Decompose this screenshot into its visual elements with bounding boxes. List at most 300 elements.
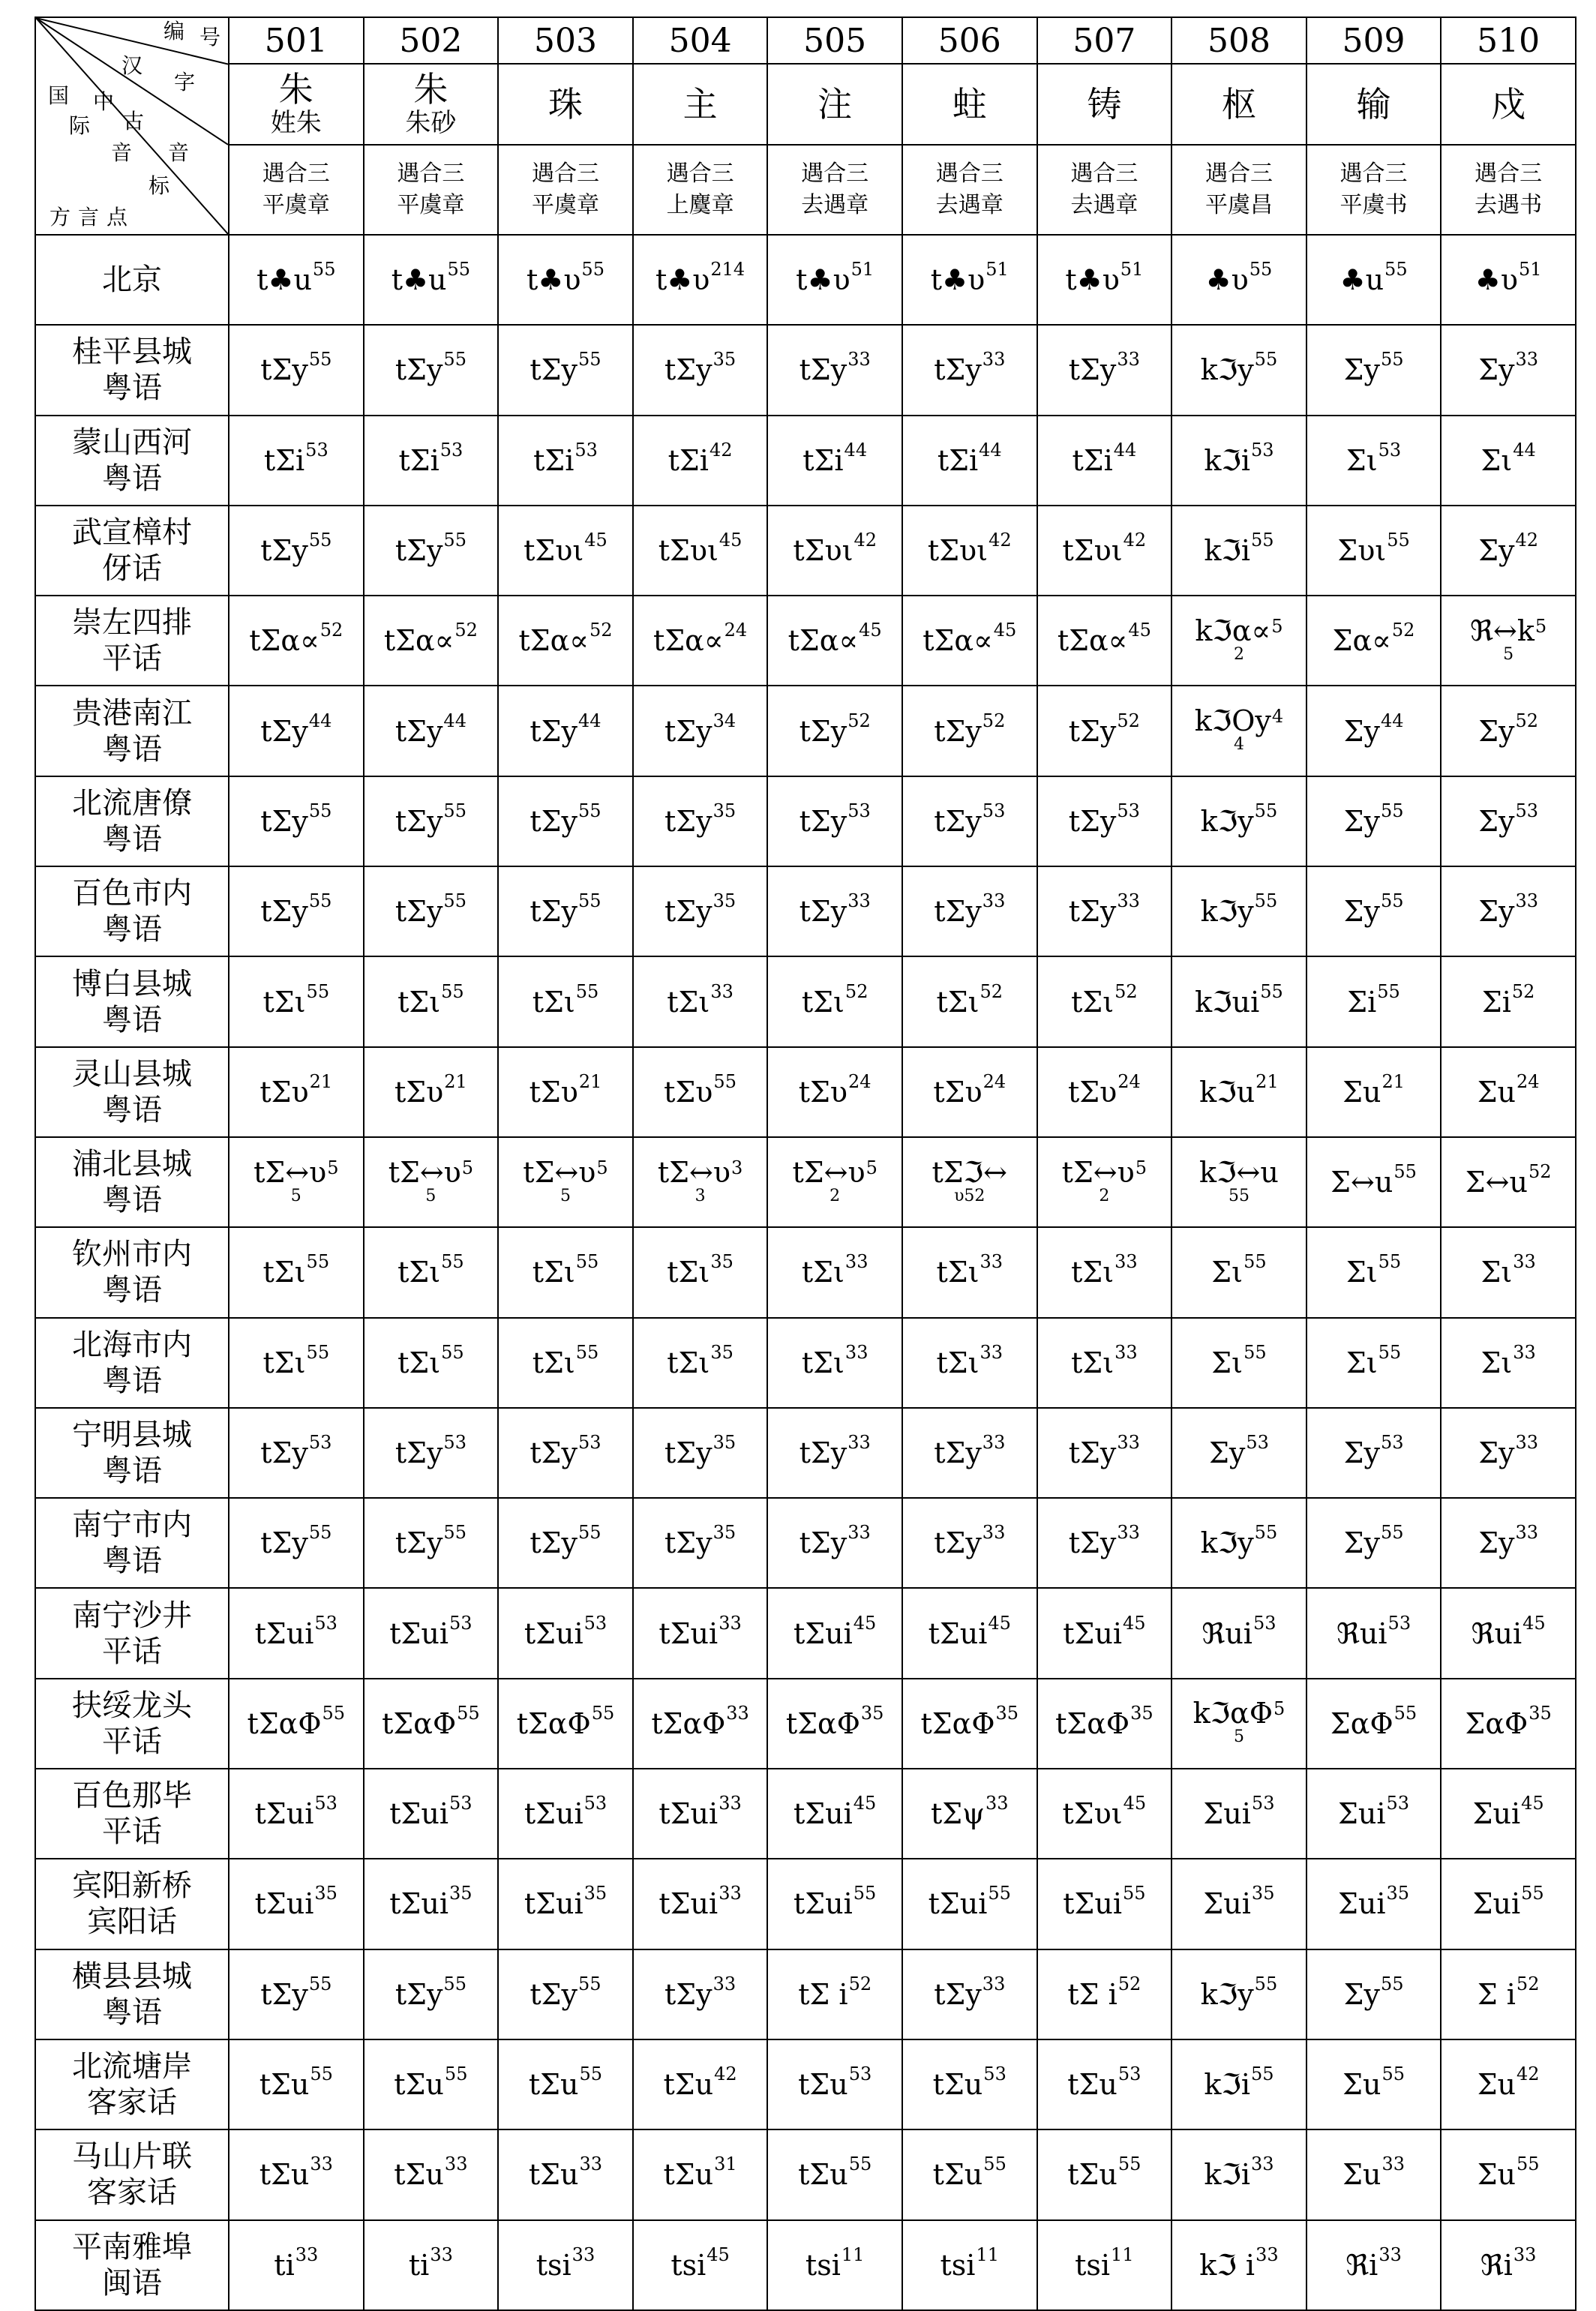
tone-value: 33 (1117, 1432, 1140, 1453)
pronunciation-cell (1441, 2129, 1576, 2219)
ipa-syllable: tΣi (802, 443, 844, 477)
tone-value: 55 (1249, 259, 1273, 281)
dialect-location (35, 2129, 229, 2219)
ipa-syllable: Σy (1343, 1436, 1380, 1469)
ipa-syllable: tΣi (398, 443, 440, 477)
ipa-syllable: Σu (1477, 1075, 1516, 1109)
tone-value: 33 (1114, 1251, 1138, 1273)
column-character (364, 64, 499, 145)
ipa-syllable: kℑ↔u (1199, 1155, 1279, 1189)
pronunciation-cell (902, 1137, 1037, 1227)
ipa-syllable: tΣy (664, 1526, 712, 1560)
pronunciation-cell (633, 2039, 768, 2129)
tone-value: 33 (848, 890, 871, 912)
tone-value: 11 (976, 2243, 999, 2265)
tone-value: 53 (305, 439, 328, 461)
tone-value: 45 (859, 620, 882, 641)
dialect-row (35, 1137, 1576, 1227)
pronunciation-cell (229, 1408, 364, 1498)
pronunciation-cell (1037, 1047, 1172, 1137)
ipa-syllable: Σι (1480, 1256, 1513, 1289)
tone-value: 35 (1528, 1702, 1552, 1724)
tone-value: 45 (706, 2243, 730, 2265)
ipa-syllable: kℑi (1204, 2068, 1251, 2102)
tone-value: 53 (1380, 1432, 1404, 1453)
middle-chinese-category (767, 145, 902, 235)
tone-value: 55 (1380, 1973, 1404, 1994)
middle-chinese-category (1172, 145, 1306, 235)
ipa-syllable: Σy (1478, 353, 1515, 387)
tone-value: 42 (1515, 530, 1539, 551)
pronunciation-cell (364, 1137, 499, 1227)
tone-value: 55 (848, 2153, 872, 2175)
pronunciation-cell (1441, 1769, 1576, 1859)
ipa-syllable: tΣy (1068, 714, 1117, 748)
pronunciation-cell (1172, 1769, 1306, 1859)
ipa-syllable: tΣυ (664, 1075, 713, 1109)
tone-value-wrapped: 3 (694, 1186, 706, 1205)
tone-value: 33 (572, 2243, 596, 2265)
tone-value: 21 (309, 1070, 333, 1092)
ipa-syllable: tΣι (262, 1256, 306, 1289)
tone-value-wrapped: 5 (1233, 1727, 1244, 1747)
tone-value: 55 (310, 2063, 333, 2085)
column-number: 504 (633, 17, 768, 64)
pronunciation-cell (767, 1588, 902, 1678)
ipa-syllable: ♣υ (1205, 263, 1249, 297)
pronunciation-cell (902, 506, 1037, 596)
ipa-syllable: tΣα∝ (249, 624, 320, 658)
middle-chinese-category (498, 145, 633, 235)
pronunciation-cell (229, 1769, 364, 1859)
tone-value: 45 (988, 1612, 1011, 1634)
pronunciation-cell (364, 325, 499, 415)
pronunciation-cell (1172, 1408, 1306, 1498)
ipa-syllable: Σy (1478, 534, 1515, 568)
dialect-table (34, 17, 1576, 2311)
tone-value: 55 (575, 1251, 599, 1273)
tone-value: 33 (1515, 349, 1539, 371)
ipa-syllable: tΣυι (927, 534, 988, 568)
pronunciation-cell (1037, 506, 1172, 596)
pronunciation-cell (1172, 325, 1306, 415)
ipa-syllable: t♣u (391, 263, 447, 297)
pronunciation-cell (364, 1408, 499, 1498)
tone-value: 55 (1378, 1251, 1402, 1273)
ipa-syllable: tΣυ (529, 1075, 578, 1109)
tone-value: 35 (1386, 1883, 1410, 1904)
tone-value: 33 (1117, 890, 1140, 912)
pronunciation-cell (902, 1949, 1037, 2039)
ipa-syllable: tΣα∝ (383, 624, 454, 658)
dialect-group: 粤语 (102, 912, 162, 947)
tone-value: 55 (443, 530, 466, 551)
pronunciation-cell (633, 506, 768, 596)
pronunciation-cell (902, 1318, 1037, 1408)
tone-value: 33 (310, 2153, 333, 2175)
tone-value: 55 (1251, 2063, 1274, 2085)
ipa-syllable: tΣ↔υ (254, 1155, 327, 1189)
ipa-syllable: tΣy (260, 534, 308, 568)
pronunciation-cell (229, 1588, 364, 1678)
pronunciation-cell (364, 2039, 499, 2129)
pronunciation-cell (498, 596, 633, 686)
pronunciation-cell (1306, 2129, 1442, 2219)
ipa-syllable: tΣu (394, 2158, 444, 2192)
character-glyph: 朱 (413, 69, 448, 110)
tone-value: 53 (584, 1793, 608, 1814)
pronunciation-cell (1441, 1047, 1576, 1137)
tone-value: 52 (1114, 980, 1138, 1002)
pronunciation-cell (364, 1769, 499, 1859)
ipa-syllable: Σι (1211, 1346, 1244, 1379)
header-row-chars (35, 64, 1576, 145)
corner-header (35, 17, 229, 235)
dialect-row (35, 956, 1576, 1046)
tone-value: 55 (1254, 349, 1278, 371)
pronunciation-cell (767, 596, 902, 686)
tone-value: 55 (457, 1702, 480, 1724)
ipa-syllable: tΣi (1072, 443, 1113, 477)
pronunciation-cell (1306, 1859, 1442, 1949)
tone-value: 33 (844, 1341, 868, 1363)
ipa-syllable: tΣy (394, 534, 443, 568)
tone-value: 53 (1251, 439, 1274, 461)
ipa-syllable: tΣy (934, 1977, 982, 2011)
corner-label: 言 (78, 205, 100, 230)
dialect-row (35, 686, 1576, 776)
ipa-syllable: Σi (1347, 985, 1377, 1019)
pronunciation-cell (1306, 1588, 1442, 1678)
ipa-syllable: Σy (1343, 804, 1380, 838)
corner-label: 方 (50, 205, 71, 230)
tone-value: 44 (443, 710, 466, 731)
tone-value: 55 (306, 980, 330, 1002)
tone-value: 33 (982, 1973, 1006, 1994)
tone-value: 33 (848, 1432, 871, 1453)
tone-value: 45 (718, 530, 742, 551)
pronunciation-cell (1037, 235, 1172, 325)
location-name: 浦北县城 (72, 1147, 192, 1182)
pronunciation-cell (498, 1047, 633, 1137)
pronunciation-cell (633, 1679, 768, 1769)
pronunciation-cell (1037, 956, 1172, 1046)
ipa-syllable: tΣi (533, 443, 574, 477)
dialect-row (35, 866, 1576, 956)
ipa-syllable: tΣu (394, 2068, 444, 2102)
tone-value: 52 (320, 620, 344, 641)
ipa-syllable: tΣi (668, 443, 709, 477)
tone-value: 33 (718, 1793, 742, 1814)
ipa-syllable: Σu (1342, 1075, 1382, 1109)
corner-label: 音 (111, 140, 133, 165)
ipa-syllable: tΣy (530, 1436, 578, 1469)
dialect-row (35, 1769, 1576, 1859)
ipa-syllable: tΣui (389, 1887, 448, 1921)
ipa-syllable: tΣy (799, 714, 848, 748)
ipa-syllable: tsi (536, 2248, 572, 2282)
location-name: 崇左四排 (72, 605, 192, 641)
ipa-syllable: tΣu (528, 2158, 579, 2192)
pronunciation-cell (1441, 1318, 1576, 1408)
ipa-syllable: tΣαΦ (247, 1706, 322, 1740)
tone-value: 55 (1387, 530, 1410, 551)
character-glyph: 铸 (1087, 84, 1122, 125)
tone-value: 53 (308, 1432, 332, 1453)
location-name: 宁明县城 (72, 1418, 192, 1452)
pronunciation-cell (1037, 596, 1172, 686)
tone-value: 52 (1118, 1973, 1142, 1994)
tone-value: 24 (1118, 1070, 1141, 1092)
pronunciation-cell (1306, 596, 1442, 686)
ipa-syllable: tΣυι (658, 534, 718, 568)
pronunciation-cell (1441, 1859, 1576, 1949)
ipa-syllable: tΣι (801, 1346, 844, 1379)
tone-value: 11 (1111, 2243, 1134, 2265)
tone-value: 53 (578, 1432, 602, 1453)
pronunciation-cell (1172, 1047, 1306, 1137)
dialect-row (35, 1318, 1576, 1408)
tone-value: 42 (1123, 530, 1147, 551)
ipa-syllable: Σy (1343, 895, 1380, 929)
ipa-syllable: tΣy (394, 895, 443, 929)
pronunciation-cell (902, 1859, 1037, 1949)
tone-value: 55 (443, 890, 466, 912)
pronunciation-cell (1172, 2220, 1306, 2310)
tone-value: 55 (1521, 1883, 1544, 1904)
pronunciation-cell (902, 2039, 1037, 2129)
ipa-syllable: kℑ i (1199, 2248, 1256, 2282)
pronunciation-cell (498, 1859, 633, 1949)
pronunciation-cell (498, 1498, 633, 1588)
ipa-syllable: tΣui (254, 1616, 314, 1650)
dialect-group: 粤语 (102, 371, 162, 406)
tone-value: 55 (1384, 259, 1408, 281)
pronunciation-cell (229, 1227, 364, 1317)
tone-value: 42 (709, 439, 733, 461)
ipa-syllable: ΣαΦ (1465, 1706, 1528, 1740)
column-character (633, 64, 768, 145)
ipa-syllable: tΣy (664, 804, 712, 838)
ipa-syllable: tΣy (799, 353, 848, 387)
location-name: 横县县城 (72, 1958, 192, 1994)
corner-label: 际 (69, 113, 91, 138)
tone-value: 21 (578, 1070, 602, 1092)
ipa-syllable: tΣαΦ (382, 1706, 457, 1740)
pronunciation-cell (767, 866, 902, 956)
pronunciation-cell (767, 2039, 902, 2129)
ipa-syllable: tΣι (262, 985, 306, 1019)
ipa-syllable: tΣυι (1062, 1797, 1123, 1831)
tone-value: 45 (1128, 620, 1151, 641)
pronunciation-cell (229, 325, 364, 415)
pronunciation-cell (902, 416, 1037, 506)
ipa-syllable: tΣ↔υ (1061, 1155, 1135, 1189)
ipa-syllable: tΣι (936, 985, 980, 1019)
ipa-syllable: tΣα∝ (518, 624, 589, 658)
dialect-location (35, 416, 229, 506)
ipa-syllable: t♣υ (655, 263, 710, 297)
ipa-syllable: tΣu (1067, 2158, 1118, 2192)
tone-value: 4 (1271, 706, 1284, 728)
character-glyph: 珠 (548, 84, 583, 125)
column-number: 502 (364, 17, 499, 64)
ipa-syllable: tΣι (936, 1346, 980, 1379)
pronunciation-cell (1172, 776, 1306, 866)
dialect-location (35, 235, 229, 325)
tone-value: 55 (308, 800, 332, 821)
pronunciation-cell (364, 1679, 499, 1769)
tone-value: 55 (312, 259, 336, 281)
tone-value: 33 (1515, 1522, 1539, 1544)
ipa-syllable: tΣy (530, 714, 578, 748)
pronunciation-cell (229, 235, 364, 325)
tone-value: 53 (848, 800, 871, 821)
location-name: 北海市内 (72, 1327, 192, 1362)
tone-value: 44 (844, 439, 868, 461)
tone-value: 53 (574, 439, 598, 461)
pronunciation-cell (1306, 416, 1442, 506)
ipa-syllable: tΣy (799, 1526, 848, 1560)
pronunciation-cell (767, 325, 902, 415)
ipa-syllable: tΣui (524, 1797, 584, 1831)
dialect-location (35, 506, 229, 596)
dialect-location (35, 1588, 229, 1678)
tone-value: 55 (308, 890, 332, 912)
ipa-syllable: tΣι (398, 985, 441, 1019)
pronunciation-cell (767, 1227, 902, 1317)
dialect-group: 平话 (102, 1634, 162, 1669)
tone-value-wrapped: 5 (290, 1186, 302, 1205)
tone-value: 53 (1388, 1612, 1412, 1634)
tone-value: 35 (710, 1251, 734, 1273)
tone-value: 24 (848, 1070, 872, 1092)
ipa-syllable: tΣy (1068, 1526, 1117, 1560)
pronunciation-cell (364, 1498, 499, 1588)
dialect-location (35, 686, 229, 776)
ipa-syllable: tΣy (664, 1436, 712, 1469)
ipa-syllable: t♣υ (930, 263, 986, 297)
tone-value: 55 (308, 530, 332, 551)
pronunciation-cell (1172, 956, 1306, 1046)
ipa-syllable: Σu (1477, 2158, 1516, 2192)
ipa-syllable: tΣy (394, 1526, 443, 1560)
tone-value: 52 (848, 710, 871, 731)
ipa-syllable: tΣui (254, 1797, 314, 1831)
tone-value-wrapped: 4 (1233, 735, 1244, 755)
pronunciation-cell (633, 1137, 768, 1227)
tone-value: 5 (1273, 1698, 1286, 1720)
tone-value-wrapped: 55 (1228, 1186, 1250, 1205)
ipa-syllable: tΣu (259, 2068, 310, 2102)
pronunciation-cell (364, 596, 499, 686)
ipa-syllable: tΣui (928, 1887, 988, 1921)
tone-value: 52 (1515, 710, 1539, 731)
character-glyph: 朱 (278, 69, 314, 110)
ipa-syllable: tΣι (262, 1346, 306, 1379)
ipa-syllable: kℑy (1200, 1977, 1254, 2011)
middle-chinese-category (633, 145, 768, 235)
ipa-syllable: tΣι (667, 1256, 710, 1289)
pronunciation-cell (767, 1047, 902, 1137)
pronunciation-cell (364, 506, 499, 596)
ipa-syllable: Σy (1343, 714, 1380, 748)
pronunciation-cell (229, 2129, 364, 2219)
tone-value: 55 (713, 1070, 736, 1092)
tone-value: 42 (714, 2063, 737, 2085)
pronunciation-cell (229, 2039, 364, 2129)
ipa-syllable: tΣα∝ (922, 624, 993, 658)
ipa-syllable: ♣υ (1474, 263, 1518, 297)
pronunciation-cell (229, 1498, 364, 1588)
pronunciation-cell (1441, 866, 1576, 956)
ipa-syllable: tΣυ (260, 1075, 309, 1109)
middle-chinese-mc2: 上麌章 (666, 192, 734, 218)
location-name: 灵山县城 (72, 1056, 192, 1091)
dialect-location (35, 2039, 229, 2129)
pronunciation-cell (1441, 1588, 1576, 1678)
tone-value: 35 (712, 800, 736, 821)
tone-value: 55 (1254, 800, 1278, 821)
tone-value: 33 (1117, 1522, 1140, 1544)
ipa-syllable: Σi (1481, 985, 1511, 1019)
dialect-group: 平话 (102, 641, 162, 677)
ipa-syllable: tΣui (389, 1616, 448, 1650)
tone-value: 33 (1382, 2153, 1405, 2175)
tone-value: 35 (314, 1883, 338, 1904)
dialect-row (35, 1679, 1576, 1769)
pronunciation-cell (1441, 1679, 1576, 1769)
character-glyph: 戍 (1491, 84, 1526, 125)
tone-value: 42 (988, 530, 1012, 551)
tone-value-wrapped: 5 (425, 1186, 436, 1205)
tone-value: 53 (1515, 800, 1539, 821)
pronunciation-cell (767, 1949, 902, 2039)
pronunciation-cell (1441, 235, 1576, 325)
ipa-syllable: tΣy (799, 1436, 848, 1469)
column-character (229, 64, 364, 145)
dialect-group: 客家话 (87, 2085, 177, 2120)
tone-value: 55 (575, 980, 599, 1002)
ipa-syllable: tΣι (667, 1346, 710, 1379)
pronunciation-cell (229, 956, 364, 1046)
middle-chinese-mc2: 去遇书 (1474, 192, 1543, 218)
pronunciation-cell (1441, 2220, 1576, 2310)
ipa-syllable: ti (408, 2248, 430, 2282)
tone-value: 44 (308, 710, 332, 731)
pronunciation-cell (229, 866, 364, 956)
pronunciation-cell (633, 866, 768, 956)
ipa-syllable: Σι (1346, 1256, 1378, 1289)
tone-value: 33 (444, 2153, 468, 2175)
pronunciation-cell (1172, 866, 1306, 956)
pronunciation-cell (498, 1227, 633, 1317)
pronunciation-cell (498, 686, 633, 776)
pronunciation-cell (364, 1949, 499, 2039)
ipa-syllable: Σy (1478, 1526, 1515, 1560)
pronunciation-cell (364, 2220, 499, 2310)
ipa-syllable: tΣα∝ (788, 624, 859, 658)
pronunciation-cell (1172, 596, 1306, 686)
ipa-syllable: tΣ↔υ (792, 1155, 866, 1189)
middle-chinese-mc2: 平虞章 (397, 192, 465, 218)
pronunciation-cell (364, 235, 499, 325)
dialect-row (35, 1408, 1576, 1498)
ipa-syllable: tΣαΦ (785, 1706, 860, 1740)
ipa-syllable: tΣy (260, 895, 308, 929)
pronunciation-cell (1037, 1588, 1172, 1678)
ipa-syllable: ℜ↔k (1470, 614, 1534, 647)
